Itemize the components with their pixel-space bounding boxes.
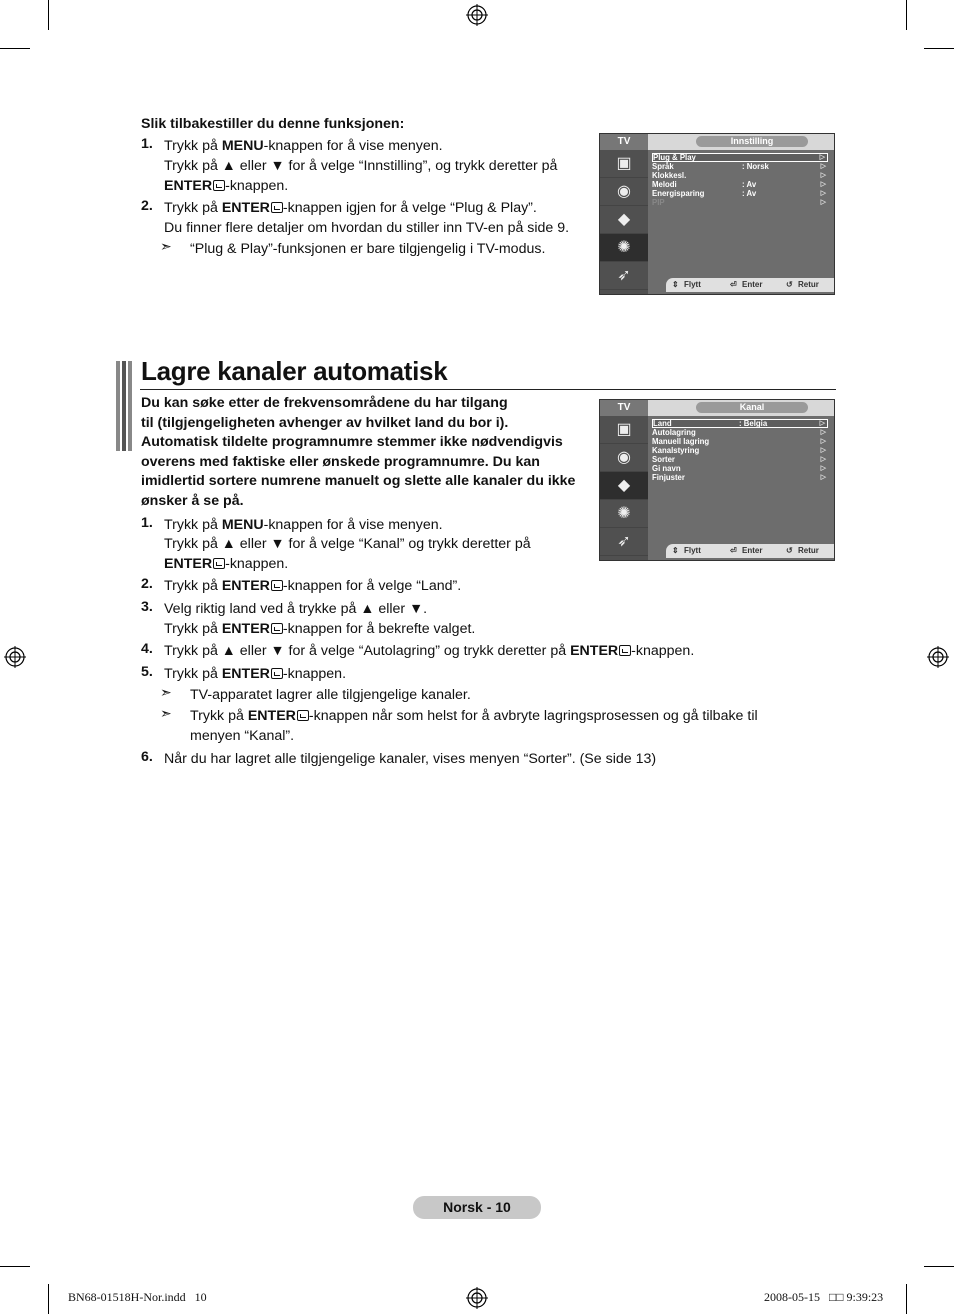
title-bar-marker: [116, 361, 120, 451]
picture-icon: ▣: [600, 416, 648, 444]
footer-return: Retur: [798, 280, 819, 289]
footer-move: Flytt: [684, 280, 701, 289]
return-icon: ↺: [786, 280, 793, 289]
step-line: Trykk på MENU-knappen for å vise menyen.: [164, 517, 443, 533]
step-number: 2.: [141, 576, 153, 592]
enter-icon: [271, 580, 283, 591]
footer-move: Flytt: [684, 546, 701, 555]
enter-icon: [271, 668, 283, 679]
enter-icon: [619, 645, 631, 656]
crop-mark: [906, 1284, 907, 1314]
note-text: Trykk på ENTER -knappen når som helst for å avbryte lagringsprosessen og gå tilbake til: [190, 708, 758, 724]
menu-item-land[interactable]: Land : Belgia ▷: [652, 419, 828, 428]
step-line: ENTER -knappen.: [164, 178, 289, 194]
crop-mark: [924, 1266, 954, 1267]
note-text: TV-apparatet lagrer alle tilgjengelige kanaler.: [190, 687, 471, 703]
section-heading: Slik tilbakestiller du denne funksjonen:: [141, 116, 405, 132]
page-number-badge: Norsk - 10: [413, 1196, 541, 1219]
slug-left: BN68-01518H-Nor.indd 10: [68, 1290, 207, 1304]
footer-return: Retur: [798, 546, 819, 555]
footer-enter: Enter: [742, 280, 763, 289]
enter-icon: [271, 623, 283, 634]
menu-sidebar: [600, 150, 648, 294]
step-line: Velg riktig land ved å trykke på ▲ eller ▼.: [164, 601, 428, 617]
menu-item-kanalstyring[interactable]: Kanalstyring ▷: [652, 446, 826, 455]
page-title: Lagre kanaler automatisk: [141, 356, 448, 386]
registration-mark-icon: [466, 1287, 488, 1309]
return-icon: ↺: [786, 546, 793, 555]
registration-mark-icon: [4, 646, 26, 668]
crop-mark: [924, 48, 954, 49]
step-number: 6.: [141, 749, 153, 765]
menu-item-gi-navn[interactable]: Gi navn ▷: [652, 464, 826, 473]
step-line: ENTER -knappen.: [164, 556, 289, 572]
input-icon: ➶: [600, 262, 648, 290]
crop-mark: [48, 0, 49, 30]
move-icon: ⇕: [672, 280, 679, 289]
registration-mark-icon: [927, 646, 949, 668]
tv-menu-kanal: [599, 399, 835, 561]
menu-title: Innstilling: [696, 136, 808, 147]
step-line: Trykk på ▲ eller ▼ for å velge “Kanal” og trykk deretter på: [164, 536, 531, 552]
setup-icon: ✺: [600, 500, 648, 528]
tv-label: TV: [600, 134, 648, 150]
setup-icon: ✺: [600, 234, 648, 262]
footer-enter: Enter: [742, 546, 763, 555]
title-bar-marker: [122, 361, 126, 451]
step-line: Trykk på ENTER -knappen.: [164, 666, 347, 682]
step-number: 5.: [141, 664, 153, 680]
crop-mark: [0, 48, 30, 49]
step-line: Du finner flere detaljer om hvordan du stiller inn TV-en på side 9.: [164, 220, 570, 236]
menu-item-pip[interactable]: PIP ▷: [652, 198, 826, 207]
menu-footer: [666, 544, 834, 558]
tv-label: TV: [600, 400, 648, 416]
picture-icon: ▣: [600, 150, 648, 178]
step-number: 4.: [141, 641, 153, 657]
menu-item-autolagring[interactable]: Autolagring ▷: [652, 428, 826, 437]
enter-icon: ⏎: [730, 546, 737, 555]
enter-icon: ⏎: [730, 280, 737, 289]
step-line: Trykk på ENTER -knappen igjen for å velge “Plug & Play”.: [164, 200, 537, 216]
enter-icon: [297, 710, 309, 721]
title-rule: [140, 389, 836, 390]
channel-icon: ◆: [600, 206, 648, 234]
title-bar-marker: [128, 361, 132, 451]
step-line: Når du har lagret alle tilgjengelige kanaler, vises menyen “Sorter”. (Se side 13): [164, 751, 657, 767]
enter-icon: [271, 202, 283, 213]
note-text: menyen “Kanal”.: [190, 728, 295, 744]
menu-item-plug-and-play[interactable]: Plug & Play ▷: [652, 153, 828, 162]
step-line: Trykk på ENTER -knappen for å velge “Land”.: [164, 578, 462, 594]
menu-footer: [666, 278, 834, 292]
step-line: Trykk på MENU-knappen for å vise menyen.: [164, 138, 443, 154]
menu-item-manuell-lagring[interactable]: Manuell lagring ▷: [652, 437, 826, 446]
channel-icon: ◆: [600, 472, 648, 500]
step-line: Trykk på ▲ eller ▼ for å velge “Autolagring” og trykk deretter på ENTER -knappen.: [164, 643, 695, 659]
slug-right: 2008-05-15 □□ 9:39:23: [764, 1290, 884, 1304]
sound-icon: ◉: [600, 178, 648, 206]
input-icon: ➶: [600, 528, 648, 556]
registration-mark-icon: [466, 4, 488, 26]
menu-item-energisparing[interactable]: Energisparing : Av ▷: [652, 189, 826, 198]
step-line: Trykk på ▲ eller ▼ for å velge “Innstilling”, og trykk deretter på: [164, 158, 558, 174]
menu-title: Kanal: [696, 402, 808, 413]
step-number: 3.: [141, 599, 153, 615]
move-icon: ⇕: [672, 546, 679, 555]
intro-text: Du kan søke etter de frekvensområdene du har tilgang til (tilgjengeligheten avhenger av hvilket land du bor i). Automatisk tildelte programnumre stemmer ikke nødvendigvis overens med faktiske eller ønskede programnumre. Du kan imidlertid sortere numrene manuelt og slette alle kanaler du ikke ønsker å se på.: [141, 395, 576, 509]
note-arrow-icon: ➣: [160, 705, 172, 721]
menu-item-melodi[interactable]: Melodi : Av ▷: [652, 180, 826, 189]
menu-item-finjuster[interactable]: Finjuster ▷: [652, 473, 826, 482]
step-number: 2.: [141, 198, 153, 214]
crop-mark: [48, 1284, 49, 1314]
note-text: “Plug & Play”-funksjonen er bare tilgjengelig i TV-modus.: [190, 241, 546, 257]
enter-icon: [213, 558, 225, 569]
crop-mark: [906, 0, 907, 30]
step-number: 1.: [141, 515, 153, 531]
sound-icon: ◉: [600, 444, 648, 472]
menu-item-sorter[interactable]: Sorter ▷: [652, 455, 826, 464]
step-number: 1.: [141, 136, 153, 152]
crop-mark: [0, 1266, 30, 1267]
menu-item-sprak[interactable]: Språk : Norsk ▷: [652, 162, 826, 171]
menu-sidebar: [600, 416, 648, 560]
tv-menu-innstilling: [599, 133, 835, 295]
enter-icon: [213, 180, 225, 191]
step-line: Trykk på ENTER -knappen for å bekrefte valget.: [164, 621, 476, 637]
note-arrow-icon: ➣: [160, 684, 172, 700]
note-arrow-icon: ➣: [160, 238, 172, 254]
menu-item-klokkesl[interactable]: Klokkesl. ▷: [652, 171, 826, 180]
